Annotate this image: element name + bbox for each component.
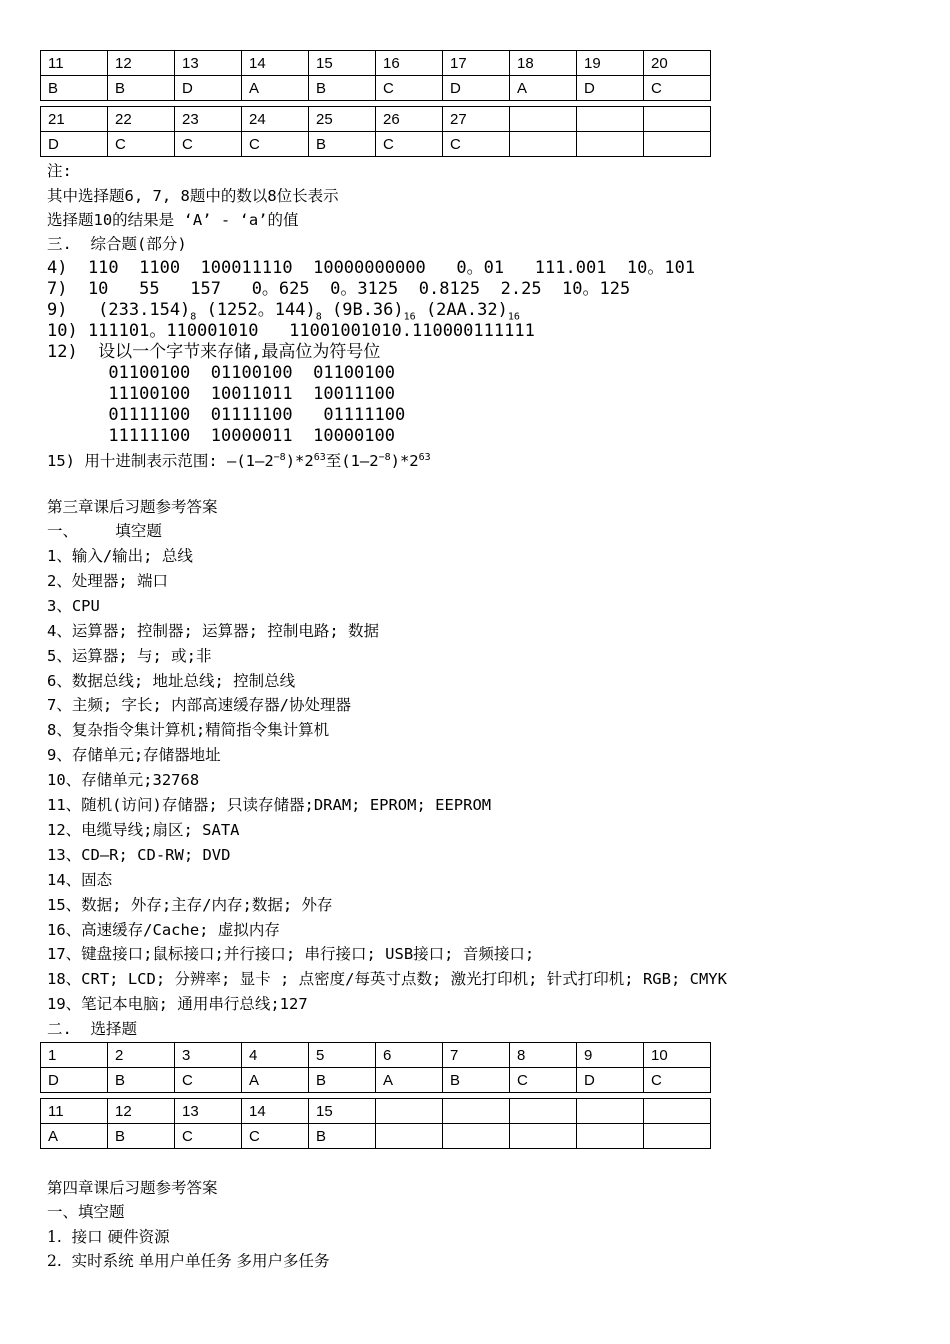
answer-cell: A [510,76,577,101]
list-item: 9、存储单元;存储器地址 [47,746,221,765]
answer-cell [443,1124,510,1149]
question-number-cell: 1 [41,1043,108,1068]
list-item: 8、复杂指令集计算机;精简指令集计算机 [47,721,330,740]
answer-cell: D [41,132,108,157]
answer-cell [644,132,711,157]
question-number-cell: 22 [108,107,175,132]
notes-label: 注: [47,162,72,180]
answer-cell [376,1124,443,1149]
list-item: 18、CRT; LCD; 分辨率; 显卡 ; 点密度/每英寸点数; 激光打印机; 针式打印机; RGB; CMYK [47,970,727,989]
question-number-cell: 21 [41,107,108,132]
answer-cell: C [644,76,711,101]
question-number-cell [443,1099,510,1124]
list-item: 2、处理器; 端口 [47,571,168,590]
answer-12-row-4: 11111100 10000011 10000100 [47,426,395,446]
chapter3-title: 第三章课后习题参考答案 [47,498,218,516]
question-number-cell: 13 [175,51,242,76]
list-item: 13、CD—R; CD-RW; DVD [47,845,231,864]
table-row [41,132,711,157]
answer-4: 4) 110 1100 100011110 10000000000 0。01 111.001 10。101 [47,258,696,278]
question-number-cell [376,1099,443,1124]
list-item: 7、主频; 字长; 内部高速缓存器/协处理器 [47,696,351,715]
question-number-cell: 10 [644,1043,711,1068]
question-number-cell [577,107,644,132]
question-number-cell: 18 [510,51,577,76]
question-number-cell: 14 [242,1099,309,1124]
question-number-cell [510,107,577,132]
list-item: 1、输入/输出; 总线 [47,547,193,565]
question-number-cell: 5 [309,1043,376,1068]
answer-cell [510,1124,577,1149]
list-item: 15、数据; 外存;主存/内存;数据; 外存 [47,895,333,914]
answer-cell: A [376,1068,443,1093]
answer-cell: A [242,1068,309,1093]
answer-cell: B [108,1124,175,1149]
section-heading-comprehensive: 三. 综合题(部分) [47,235,187,253]
list-item: 19、笔记本电脑; 通用串行总线;127 [47,995,308,1014]
answer-10: 10) 111101。110001010 11001001010.110000111111 [47,321,535,341]
answer-cell: C [242,1124,309,1149]
chapter4-item-1: 1. 接口 硬件资源 [47,1228,170,1246]
answer-cell: C [242,132,309,157]
answer-cell: C [443,132,510,157]
question-number-cell: 19 [577,51,644,76]
answer-12-row-3: 01111100 01111100 01111100 [47,405,406,425]
answer-15: 15) 用十进制表示范围: $—(1—2^{-8})*2^{63}$至$(1—2^{-8})*2^{63}$ [47,452,431,471]
answer-12-row-2: 11100100 10011011 10011100 [47,384,395,404]
answer-cell: A [41,1124,108,1149]
question-number-cell [510,1099,577,1124]
question-number-cell: 24 [242,107,309,132]
chapter4-item-2: 2. 实时系统 单用户单任务 多用户多任务 [47,1252,330,1270]
answer-table-chapter3 [40,1042,711,1149]
table-row [41,1068,711,1093]
question-number-cell: 12 [108,1099,175,1124]
question-number-cell: 26 [376,107,443,132]
question-number-cell: 8 [510,1043,577,1068]
answer-cell: B [309,1068,376,1093]
question-number-cell: 9 [577,1043,644,1068]
answer-cell: B [309,76,376,101]
list-item: 6、数据总线; 地址总线; 控制总线 [47,671,296,690]
question-number-cell: 25 [309,107,376,132]
table-row [41,107,711,132]
question-number-cell: 16 [376,51,443,76]
answer-cell: C [376,132,443,157]
answer-12-heading: 12) 设以一个字节来存储,最高位为符号位 [47,342,381,362]
list-item: 10、存储单元;32768 [47,771,200,790]
question-number-cell: 6 [376,1043,443,1068]
answer-cell: D [443,76,510,101]
answer-cell: D [577,1068,644,1093]
question-number-cell: 7 [443,1043,510,1068]
answer-cell: C [175,1124,242,1149]
question-number-cell [644,107,711,132]
answer-cell [510,132,577,157]
answer-cell: C [108,132,175,157]
question-number-cell: 15 [309,51,376,76]
answer-cell: C [376,76,443,101]
question-number-cell [644,1099,711,1124]
chapter3-choice-heading: 二. 选择题 [47,1020,137,1038]
list-item: 3、CPU [47,596,100,615]
answer-cell [577,132,644,157]
chapter4-title: 第四章课后习题参考答案 [47,1179,218,1197]
question-number-cell: 11 [41,51,108,76]
list-item: 5、运算器; 与; 或;非 [47,646,212,665]
question-number-cell: 2 [108,1043,175,1068]
answer-cell: A [242,76,309,101]
question-number-cell: 4 [242,1043,309,1068]
question-number-cell: 12 [108,51,175,76]
answer-cell: B [108,76,175,101]
answer-9: 9) $(233.154)_8$ (1252。$144)_8$ $(9B.36)_{16}$ $(2AA.32)_{16}$ [47,300,520,323]
list-item: 14、固态 [47,870,113,889]
question-number-cell: 20 [644,51,711,76]
answer-7: 7) 10 55 157 0。625 0。3125 0.8125 2.25 10。125 [47,279,631,299]
answer-cell: D [41,1068,108,1093]
answer-cell: C [510,1068,577,1093]
answer-12-row-1: 01100100 01100100 01100100 [47,363,395,383]
answer-cell: B [309,1124,376,1149]
table-row [41,76,711,101]
question-number-cell: 11 [41,1099,108,1124]
question-number-cell: 17 [443,51,510,76]
question-number-cell: 15 [309,1099,376,1124]
answer-cell: D [175,76,242,101]
question-number-cell: 13 [175,1099,242,1124]
list-item: 17、键盘接口;鼠标接口;并行接口; 串行接口; USB接口; 音频接口; [47,945,535,964]
answer-cell: C [644,1068,711,1093]
answer-cell: C [175,1068,242,1093]
answer-cell: B [41,76,108,101]
list-item: 4、运算器; 控制器; 运算器; 控制电路; 数据 [47,621,379,640]
answer-table-chapter2 [40,50,711,157]
list-item: 12、电缆导线;扇区; SATA [47,820,240,839]
question-number-cell: 14 [242,51,309,76]
table-row [41,1124,711,1149]
answer-cell: D [577,76,644,101]
note-line-1: 其中选择题6, 7, 8题中的数以8位长表示 [47,187,339,205]
question-number-cell: 3 [175,1043,242,1068]
answer-cell: B [309,132,376,157]
answer-cell: B [108,1068,175,1093]
table-row [41,1043,711,1068]
chapter4-fill-heading: 一、填空题 [47,1203,125,1221]
answer-cell [644,1124,711,1149]
table-row [41,51,711,76]
answer-cell [577,1124,644,1149]
list-item: 16、高速缓存/Cache; 虚拟内存 [47,920,280,939]
table-row [41,1099,711,1124]
list-item: 11、随机(访问)存储器; 只读存储器;DRAM; EPROM; EEPROM [47,796,492,814]
question-number-cell [577,1099,644,1124]
answer-cell: B [443,1068,510,1093]
question-number-cell: 23 [175,107,242,132]
question-number-cell: 27 [443,107,510,132]
note-line-2: 选择题10的结果是 ‘A’ - ‘a’的值 [47,211,299,229]
chapter3-fill-heading: 一、 填空题 [47,522,162,540]
answer-cell: C [175,132,242,157]
